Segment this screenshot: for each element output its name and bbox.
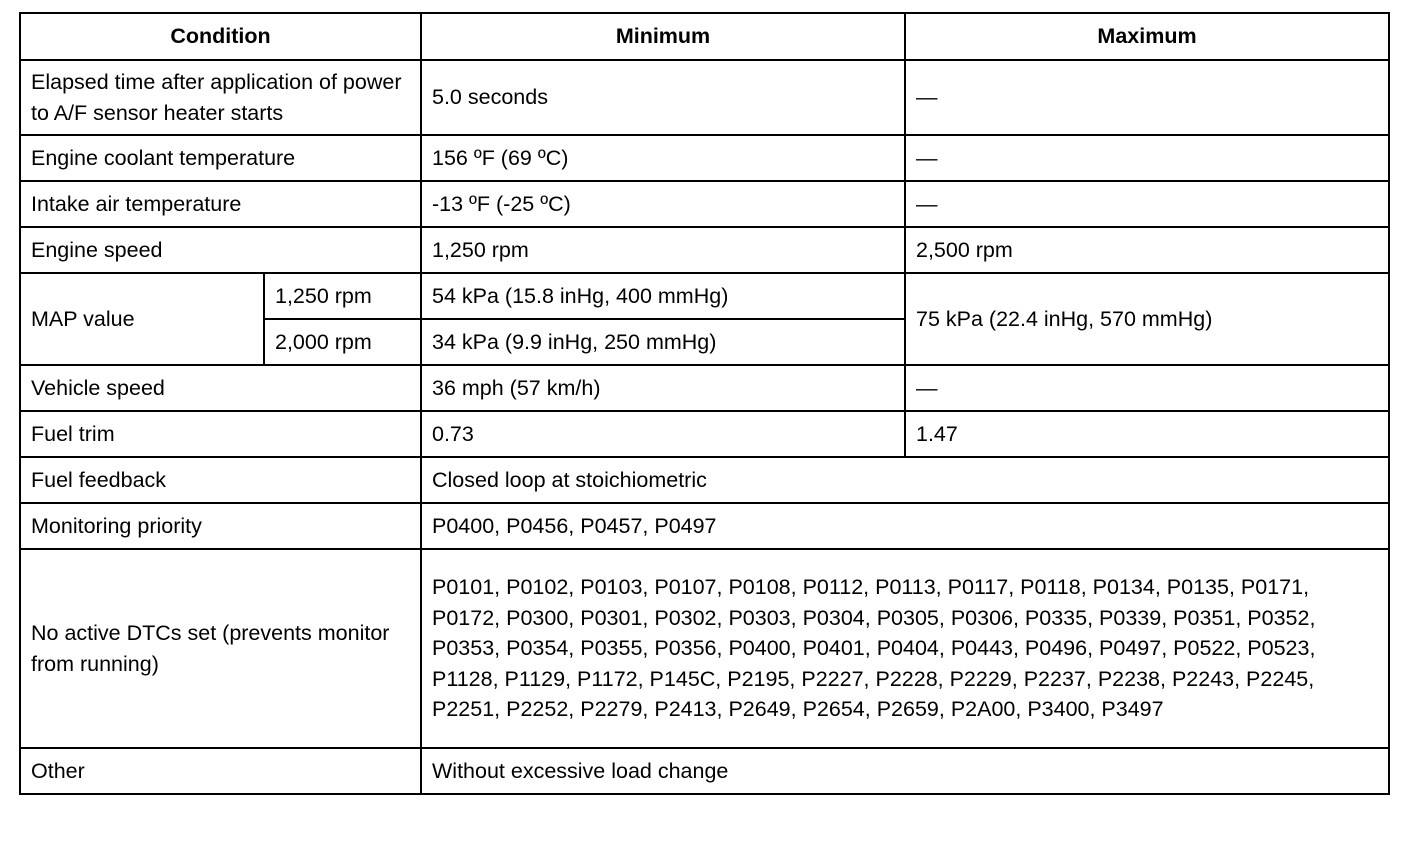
minimum-cell: 36 mph (57 km/h) <box>421 365 905 411</box>
minimum-cell: 156 ºF (69 ºC) <box>421 135 905 181</box>
minimum-cell: 0.73 <box>421 411 905 457</box>
table-row <box>20 457 1389 503</box>
table-row <box>20 227 1389 273</box>
map-minimum-2: 34 kPa (9.9 inHg, 250 mmHg) <box>421 319 905 365</box>
table-row <box>20 411 1389 457</box>
header-minimum: Minimum <box>421 13 905 60</box>
maximum-cell: 1.47 <box>905 411 1389 457</box>
conditions-table <box>19 12 1390 795</box>
condition-cell-map: MAP value <box>20 273 264 365</box>
condition-cell: Fuel trim <box>20 411 421 457</box>
maximum-cell: — <box>905 181 1389 227</box>
maximum-cell: — <box>905 365 1389 411</box>
value-cell: Closed loop at stoichiometric <box>421 457 1389 503</box>
condition-cell: Monitoring priority <box>20 503 421 549</box>
maximum-cell: — <box>905 135 1389 181</box>
table-header-row <box>20 13 1389 60</box>
condition-cell: Elapsed time after application of power to A/F sensor heater starts <box>20 60 421 135</box>
table-row <box>20 748 1389 794</box>
condition-cell: Engine coolant temperature <box>20 135 421 181</box>
maximum-cell: — <box>905 60 1389 135</box>
header-condition: Condition <box>20 13 421 60</box>
condition-cell: Other <box>20 748 421 794</box>
map-maximum: 75 kPa (22.4 inHg, 570 mmHg) <box>905 273 1389 365</box>
map-minimum-1: 54 kPa (15.8 inHg, 400 mmHg) <box>421 273 905 319</box>
condition-cell: Intake air temperature <box>20 181 421 227</box>
minimum-cell: 5.0 seconds <box>421 60 905 135</box>
table-row <box>20 503 1389 549</box>
table-row <box>20 365 1389 411</box>
condition-cell: Vehicle speed <box>20 365 421 411</box>
value-cell: P0400, P0456, P0457, P0497 <box>421 503 1389 549</box>
table-row <box>20 60 1389 135</box>
map-sub-rpm-1: 1,250 rpm <box>264 273 421 319</box>
table-row <box>20 549 1389 748</box>
maximum-cell: 2,500 rpm <box>905 227 1389 273</box>
value-cell: Without excessive load change <box>421 748 1389 794</box>
table-row <box>20 135 1389 181</box>
table-row <box>20 181 1389 227</box>
condition-cell: Fuel feedback <box>20 457 421 503</box>
map-sub-rpm-2: 2,000 rpm <box>264 319 421 365</box>
condition-cell: Engine speed <box>20 227 421 273</box>
header-maximum: Maximum <box>905 13 1389 60</box>
table-row-map <box>20 273 1389 319</box>
condition-cell: No active DTCs set (prevents monitor from running) <box>20 549 421 748</box>
minimum-cell: -13 ºF (-25 ºC) <box>421 181 905 227</box>
minimum-cell: 1,250 rpm <box>421 227 905 273</box>
dtc-list-cell: P0101, P0102, P0103, P0107, P0108, P0112, P0113, P0117, P0118, P0134, P0135, P0171, P0172, P0300, P0301, P0302, P0303, P0304, P0305, P0306, P0335, P0339, P0351, P0352, P0353, P0354, P0355, P0356, P0400, P0401, P0404, P0443, P0496, P0497, P0522, P0523, P1128, P1129, P1172, P145C, P2195, P2227, P2228, P2229, P2237, P2238, P2243, P2245, P2251, P2252, P2279, P2413, P2649, P2654, P2659, P2A00, P3400, P3497 <box>421 549 1389 748</box>
